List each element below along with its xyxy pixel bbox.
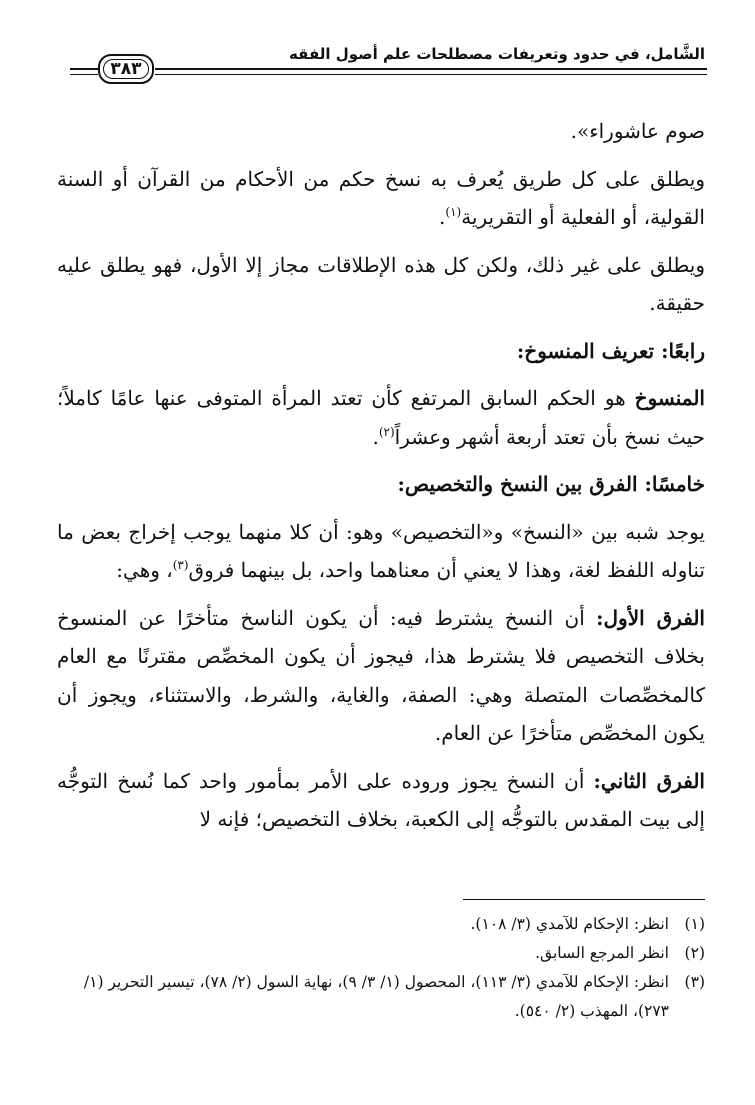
footnote-rule <box>463 899 705 900</box>
paragraph-2: ويطلق على كل طريق يُعرف به نسخ حكم من الأحكام من القرآن أو السنة القولية، أو الفعلية أو التقريرية$^{(١)}$. <box>57 166 705 229</box>
footnote-number: (٢) <box>684 944 705 962</box>
footnote-text: انظر: الإحكام للآمدي (٣/ ١٠٨). <box>470 915 669 933</box>
footnote-ref-2: (٢) <box>378 424 395 439</box>
footnote-text: انظر: الإحكام للآمدي (٣/ ١١٣)، المحصول (١/ ٣/ ٩)، نهاية السول (٢/ ٧٨)، تيسير التحرير (١/ ٢٧٣)، المهذب (٢/ ٥٤٠). <box>83 973 669 1020</box>
footnote-ref-1: (١) <box>445 205 462 219</box>
footnote-text: انظر المرجع السابق. <box>535 944 669 962</box>
footnote <box>57 910 705 939</box>
running-title: الشَّامل، في حدود وتعريفات مصطلحات علم أصول الفقه <box>289 45 705 63</box>
paragraph-1: صوم عاشوراء». <box>570 119 705 143</box>
heading-5: خامسًا: الفرق بين النسخ والتخصيص: <box>397 472 705 496</box>
difference-1-label: الفرق الأول: <box>596 605 705 630</box>
heading-4: رابعًا: تعريف المنسوخ: <box>516 338 705 363</box>
difference-2: الفرق الثاني: أن النسخ يجوز وروده على الأمر بمأمور واحد كما نُسخ التوجُّه إلى بيت المقدس بالتوجُّه إلى الكعبة، بخلاف التخصيص؛ فإنه لا <box>57 768 705 831</box>
footnote <box>57 968 705 1026</box>
difference-1: الفرق الأول: أن النسخ يشترط فيه: أن يكون الناسخ متأخرًا عن المنسوخ بخلاف التخصيص فلا يشترط هذا، فيجوز أن يكون المخصِّص مقترنًا مع العام كالمخصِّصات المتصلة وهي: الصفة، والغاية، والشرط، والاستثناء، ويجوز أن يكون المخصِّص متأخرًا عن العام. <box>57 605 705 745</box>
footnotes <box>57 910 705 1026</box>
paragraph-3: ويطلق على غير ذلك، ولكن كل هذه الإطلاقات مجاز إلا الأول، فهو يطلق عليه حقيقة. <box>57 252 705 315</box>
body-text <box>57 112 705 848</box>
footnote-number: (١) <box>684 915 705 933</box>
page-number: ٣٨٣ <box>98 54 154 84</box>
paragraph-5: يوجد شبه بين «النسخ» و«التخصيص» وهو: أن كلا منهما يوجب إخراج بعض ما تناوله اللفظ لغة، وهذا لا يعني أن معناهما واحد، بل بينهما فروق$^{(٣)}$، وهي: <box>57 519 705 582</box>
term-mansukh: المنسوخ <box>634 386 705 410</box>
footnote <box>57 939 705 968</box>
footnote-number: (٣) <box>684 973 705 991</box>
header-rule-left <box>70 68 98 75</box>
paragraph-4: المنسوخ هو الحكم السابق المرتفع كأن تعتد المرأة المتوفى عنها عامًا كاملاً؛ حيث نسخ بأن تعتد أربعة أشهر وعشراً$^{(٢)}$. <box>57 386 705 449</box>
header-rule <box>155 68 707 75</box>
footnote-ref-3: (٣) <box>172 558 189 572</box>
difference-2-label: الفرق الثاني: <box>593 768 705 793</box>
